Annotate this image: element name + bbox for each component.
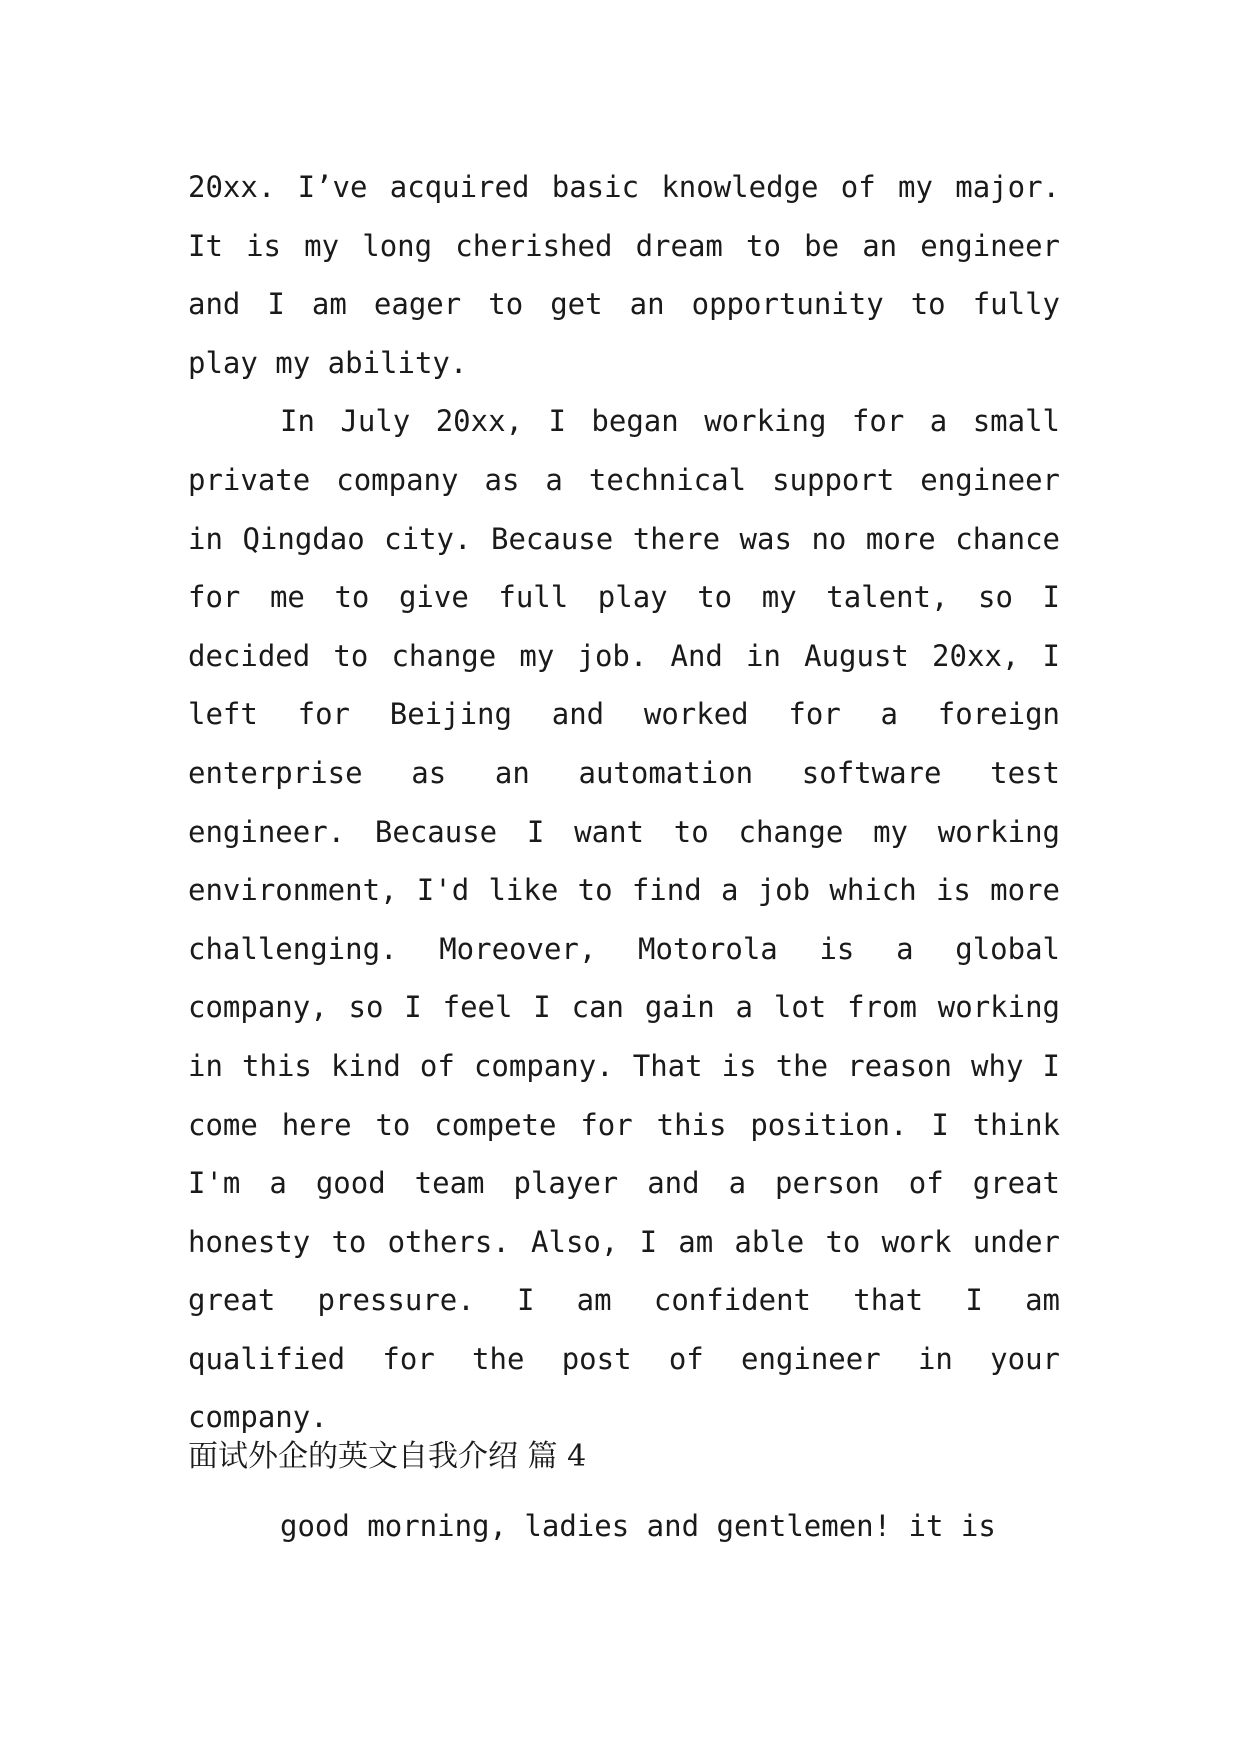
section-text-block: [188, 1497, 1060, 1556]
section-heading: 面试外企的英文自我介绍 篇 4: [188, 1439, 587, 1474]
paragraph-continuation: 20xx. I’ve acquired basic knowledge of my major. It is my long cherished dream to be an engineer and I am eager to get an opportunity to fully play my ability.: [188, 170, 1060, 380]
paragraph-work-experience: In July 20xx, I began working for a small private company as a technical support engineer in Qingdao city. Because there was no more chance for me to give full play to my talent, so I decided to change my job. And in August 20xx, I left for Beijing and worked for a foreign enterprise as an automation software test engineer. Because I want to change my working environment, I'd like to find a job which is more challenging. Moreover, Motorola is a global company, so I feel I can gain a lot from working in this kind of company. That is the reason why I come here to compete for this position. I think I'm a good team player and a person of great honesty to others. Also, I am able to work under great pressure. I am confident that I am qualified for the post of engineer in your company.: [188, 404, 1060, 1435]
body-text-block: [188, 158, 1060, 1447]
paragraph-greeting: good morning, ladies and gentlemen! it is: [280, 1509, 996, 1543]
